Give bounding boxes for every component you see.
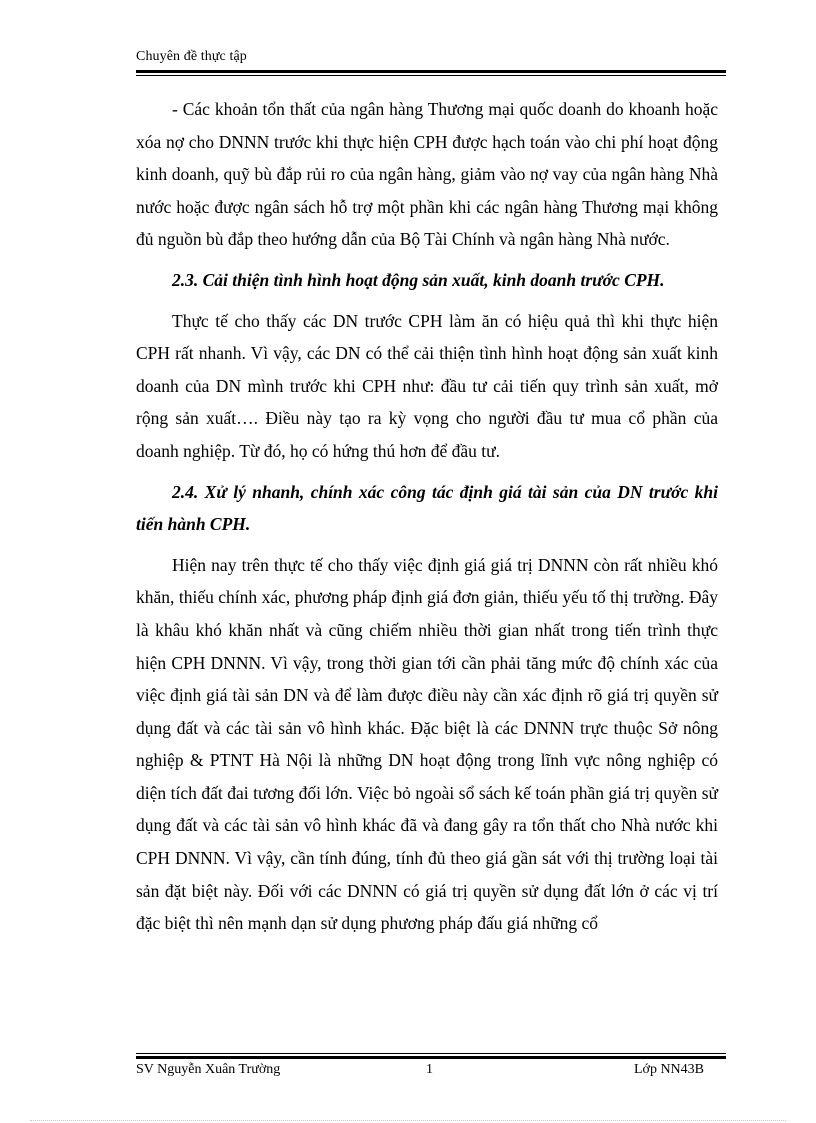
footer-class: Lớp NN43B: [633, 1062, 704, 1077]
footer-bar: [136, 1058, 718, 1082]
page-edge-dotted-line: [30, 1120, 786, 1121]
header-rule-thin: [136, 75, 726, 76]
footer-rule-thin: [136, 1053, 726, 1054]
header-rule-thick: [136, 70, 726, 73]
page-number: 1: [426, 1062, 433, 1077]
header-title: Chuyên đề thực tập: [136, 49, 247, 64]
paragraph-asset-valuation: Hiện nay trên thực tế cho thấy việc định giá giá trị DNNN còn rất nhiều khó khăn, thiếu chính xác, phương pháp định giá đơn giản, thiếu yếu tố thị trường. Đây là khâu khó khăn nhất và cũng chiếm nhiều thời gian nhất trong tiến trình thực hiện CPH DNNN. Vì vậy, trong thời gian tới cần phải tăng mức độ chính xác của việc định giá tài sản DN và để làm được điều này cần xác định rõ giá trị quyền sử dụng đất và các tài sản vô hình khác. Đặc biệt là các DNNN trực thuộc Sở nông nghiệp & PTNT Hà Nội là những DN hoạt động trong lĩnh vực nông nghiệp có diện tích đất đai tương đối lớn. Việc bỏ ngoài sổ sách kế toán phần giá trị quyền sử dụng đất và các tài sản vô hình khác đã và đang gây ra tổn thất cho Nhà nước khi CPH DNNN. Vì vậy, cần tính đúng, tính đủ theo giá gần sát với thị trường loại tài sản đặt biệt này. Đối với các DNNN có giá trị quyền sử dụng đất lớn ở các vị trí đặc biệt thì nên mạnh dạn sử dụng phương pháp đấu giá những cổ: [136, 554, 718, 934]
document-body: [136, 93, 718, 940]
section-heading-2-4: 2.4. Xử lý nhanh, chính xác công tác định giá tài sản của DN trước khi tiến hành CPH.: [136, 481, 718, 535]
footer-author: SV Nguyễn Xuân Trường: [136, 1062, 281, 1077]
section-heading-2-3: 2.3. Cải thiện tình hình hoạt động sản xuất, kinh doanh trước CPH.: [172, 269, 665, 290]
paragraph-bank-losses: - Các khoản tổn thất của ngân hàng Thương mại quốc doanh do khoanh hoặc xóa nợ cho DNNN trước khi thực hiện CPH được hạch toán vào chi phí hoạt động kinh doanh, quỹ bù đắp rủi ro của ngân hàng, giảm vào nợ vay của ngân hàng Nhà nước hoặc được ngân sách hỗ trợ một phần khi các ngân hàng Thương mại không đủ nguồn bù đắp theo hướng dẫn của Bộ Tài Chính và ngân hàng Nhà nước.: [136, 99, 718, 250]
paragraph-improve-operations: Thực tế cho thấy các DN trước CPH làm ăn có hiệu quả thì khi thực hiện CPH rất nhanh. Vì vậy, các DN có thể cải thiện tình hình hoạt động sản xuất kinh doanh của DN mình trước khi CPH như: đầu tư cải tiến quy trình sản xuất, mở rộng sản xuất…. Điều này tạo ra kỳ vọng cho người đầu tư mua cổ phần của doanh nghiệp. Từ đó, họ có hứng thú hơn để đầu tư.: [136, 310, 718, 461]
